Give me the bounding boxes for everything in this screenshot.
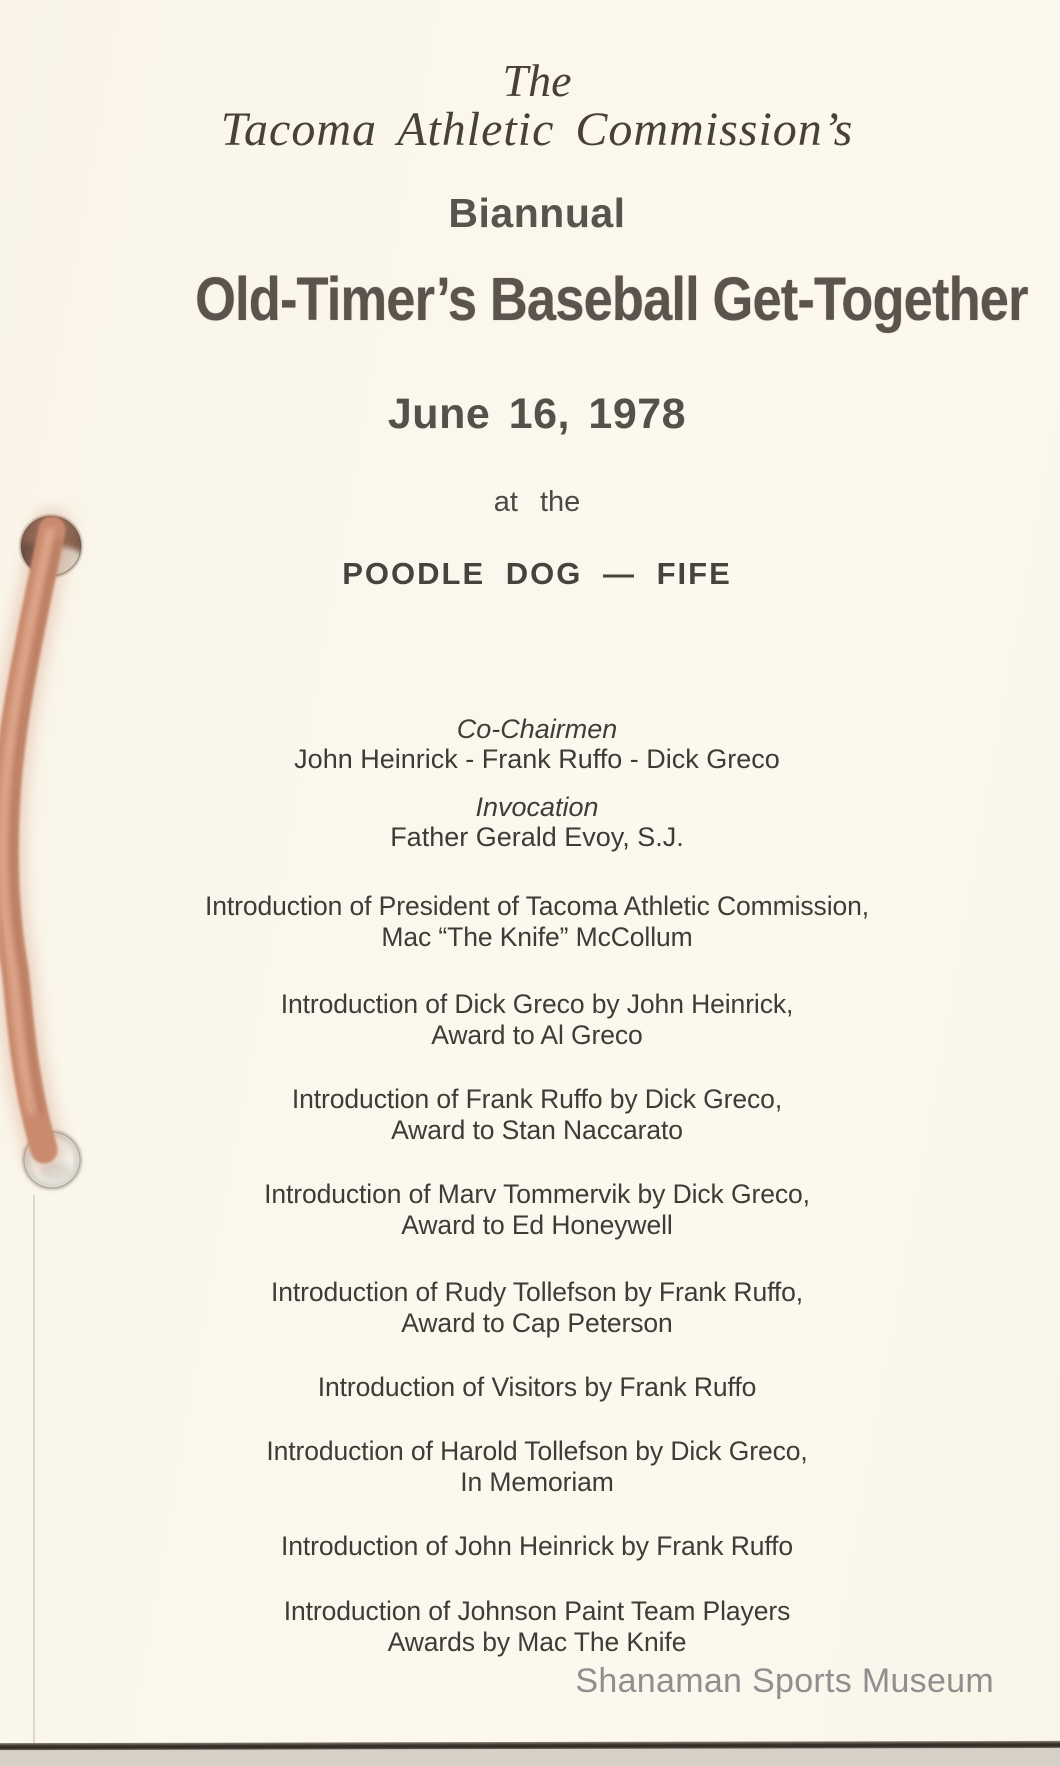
program-item xyxy=(14,1084,1060,1146)
header-frequency: Biannual xyxy=(448,190,626,236)
event-title: Old-Timer’s Baseball Get-Together xyxy=(195,265,1028,333)
program-item xyxy=(14,1372,1060,1403)
program-item-line2: Award to Al Greco xyxy=(431,1020,643,1050)
program-item-line1: Introduction of Dick Greco by John Heinrick, xyxy=(280,989,794,1019)
program-item-line1: Introduction of Rudy Tollefson by Frank Ruffo, xyxy=(270,1277,804,1307)
program-item-line2: Award to Ed Honeywell xyxy=(401,1210,673,1240)
venue-name: POODLE DOG — FIFE xyxy=(342,556,732,591)
event-date: June 16, 1978 xyxy=(387,390,687,438)
program-item xyxy=(14,1436,1060,1498)
program-item-line1: Introduction of Marv Tommervik by Dick Greco, xyxy=(264,1179,810,1209)
program-item-line2: In Memoriam xyxy=(460,1467,614,1497)
program-item-line1: Introduction of John Heinrick by Frank Ruffo xyxy=(280,1531,794,1561)
program-item-line2: Awards by Mac The Knife xyxy=(387,1627,687,1657)
invocation-group xyxy=(14,792,1060,852)
program-item xyxy=(14,891,1060,953)
program-item-line1: Introduction of Harold Tollefson by Dick Greco, xyxy=(266,1436,808,1466)
program-item-line1: Introduction of Visitors by Frank Ruffo xyxy=(317,1372,757,1402)
program-item-line1: Introduction of President of Tacoma Athletic Commission, xyxy=(204,891,870,921)
program-item xyxy=(14,989,1060,1051)
program-item xyxy=(14,1596,1060,1658)
header-organization: Tacoma Athletic Commission’s xyxy=(220,103,854,156)
invocation-name: Father Gerald Evoy, S.J. xyxy=(390,822,684,852)
invocation-label: Invocation xyxy=(475,792,599,822)
program-item-line2: Award to Cap Peterson xyxy=(401,1308,673,1338)
program-item xyxy=(14,1179,1060,1241)
at-the-label: at the xyxy=(493,486,581,518)
scanner-bed xyxy=(0,1749,1060,1766)
museum-watermark: Shanaman Sports Museum xyxy=(575,1662,994,1700)
program-item xyxy=(14,1531,1060,1562)
co-chairmen-group xyxy=(14,714,1060,774)
program-item-line1: Introduction of Frank Ruffo by Dick Greco, xyxy=(291,1084,783,1114)
program-item xyxy=(14,1277,1060,1339)
program-item-line2: Mac “The Knife” McCollum xyxy=(381,922,693,952)
co-chairmen-names: John Heinrick - Frank Ruffo - Dick Greco xyxy=(294,744,780,774)
program-item-line1: Introduction of Johnson Paint Team Players xyxy=(283,1596,791,1626)
header-the: The xyxy=(502,55,572,106)
program-item-line2: Award to Stan Naccarato xyxy=(391,1115,683,1145)
co-chairmen-label: Co-Chairmen xyxy=(456,714,618,744)
